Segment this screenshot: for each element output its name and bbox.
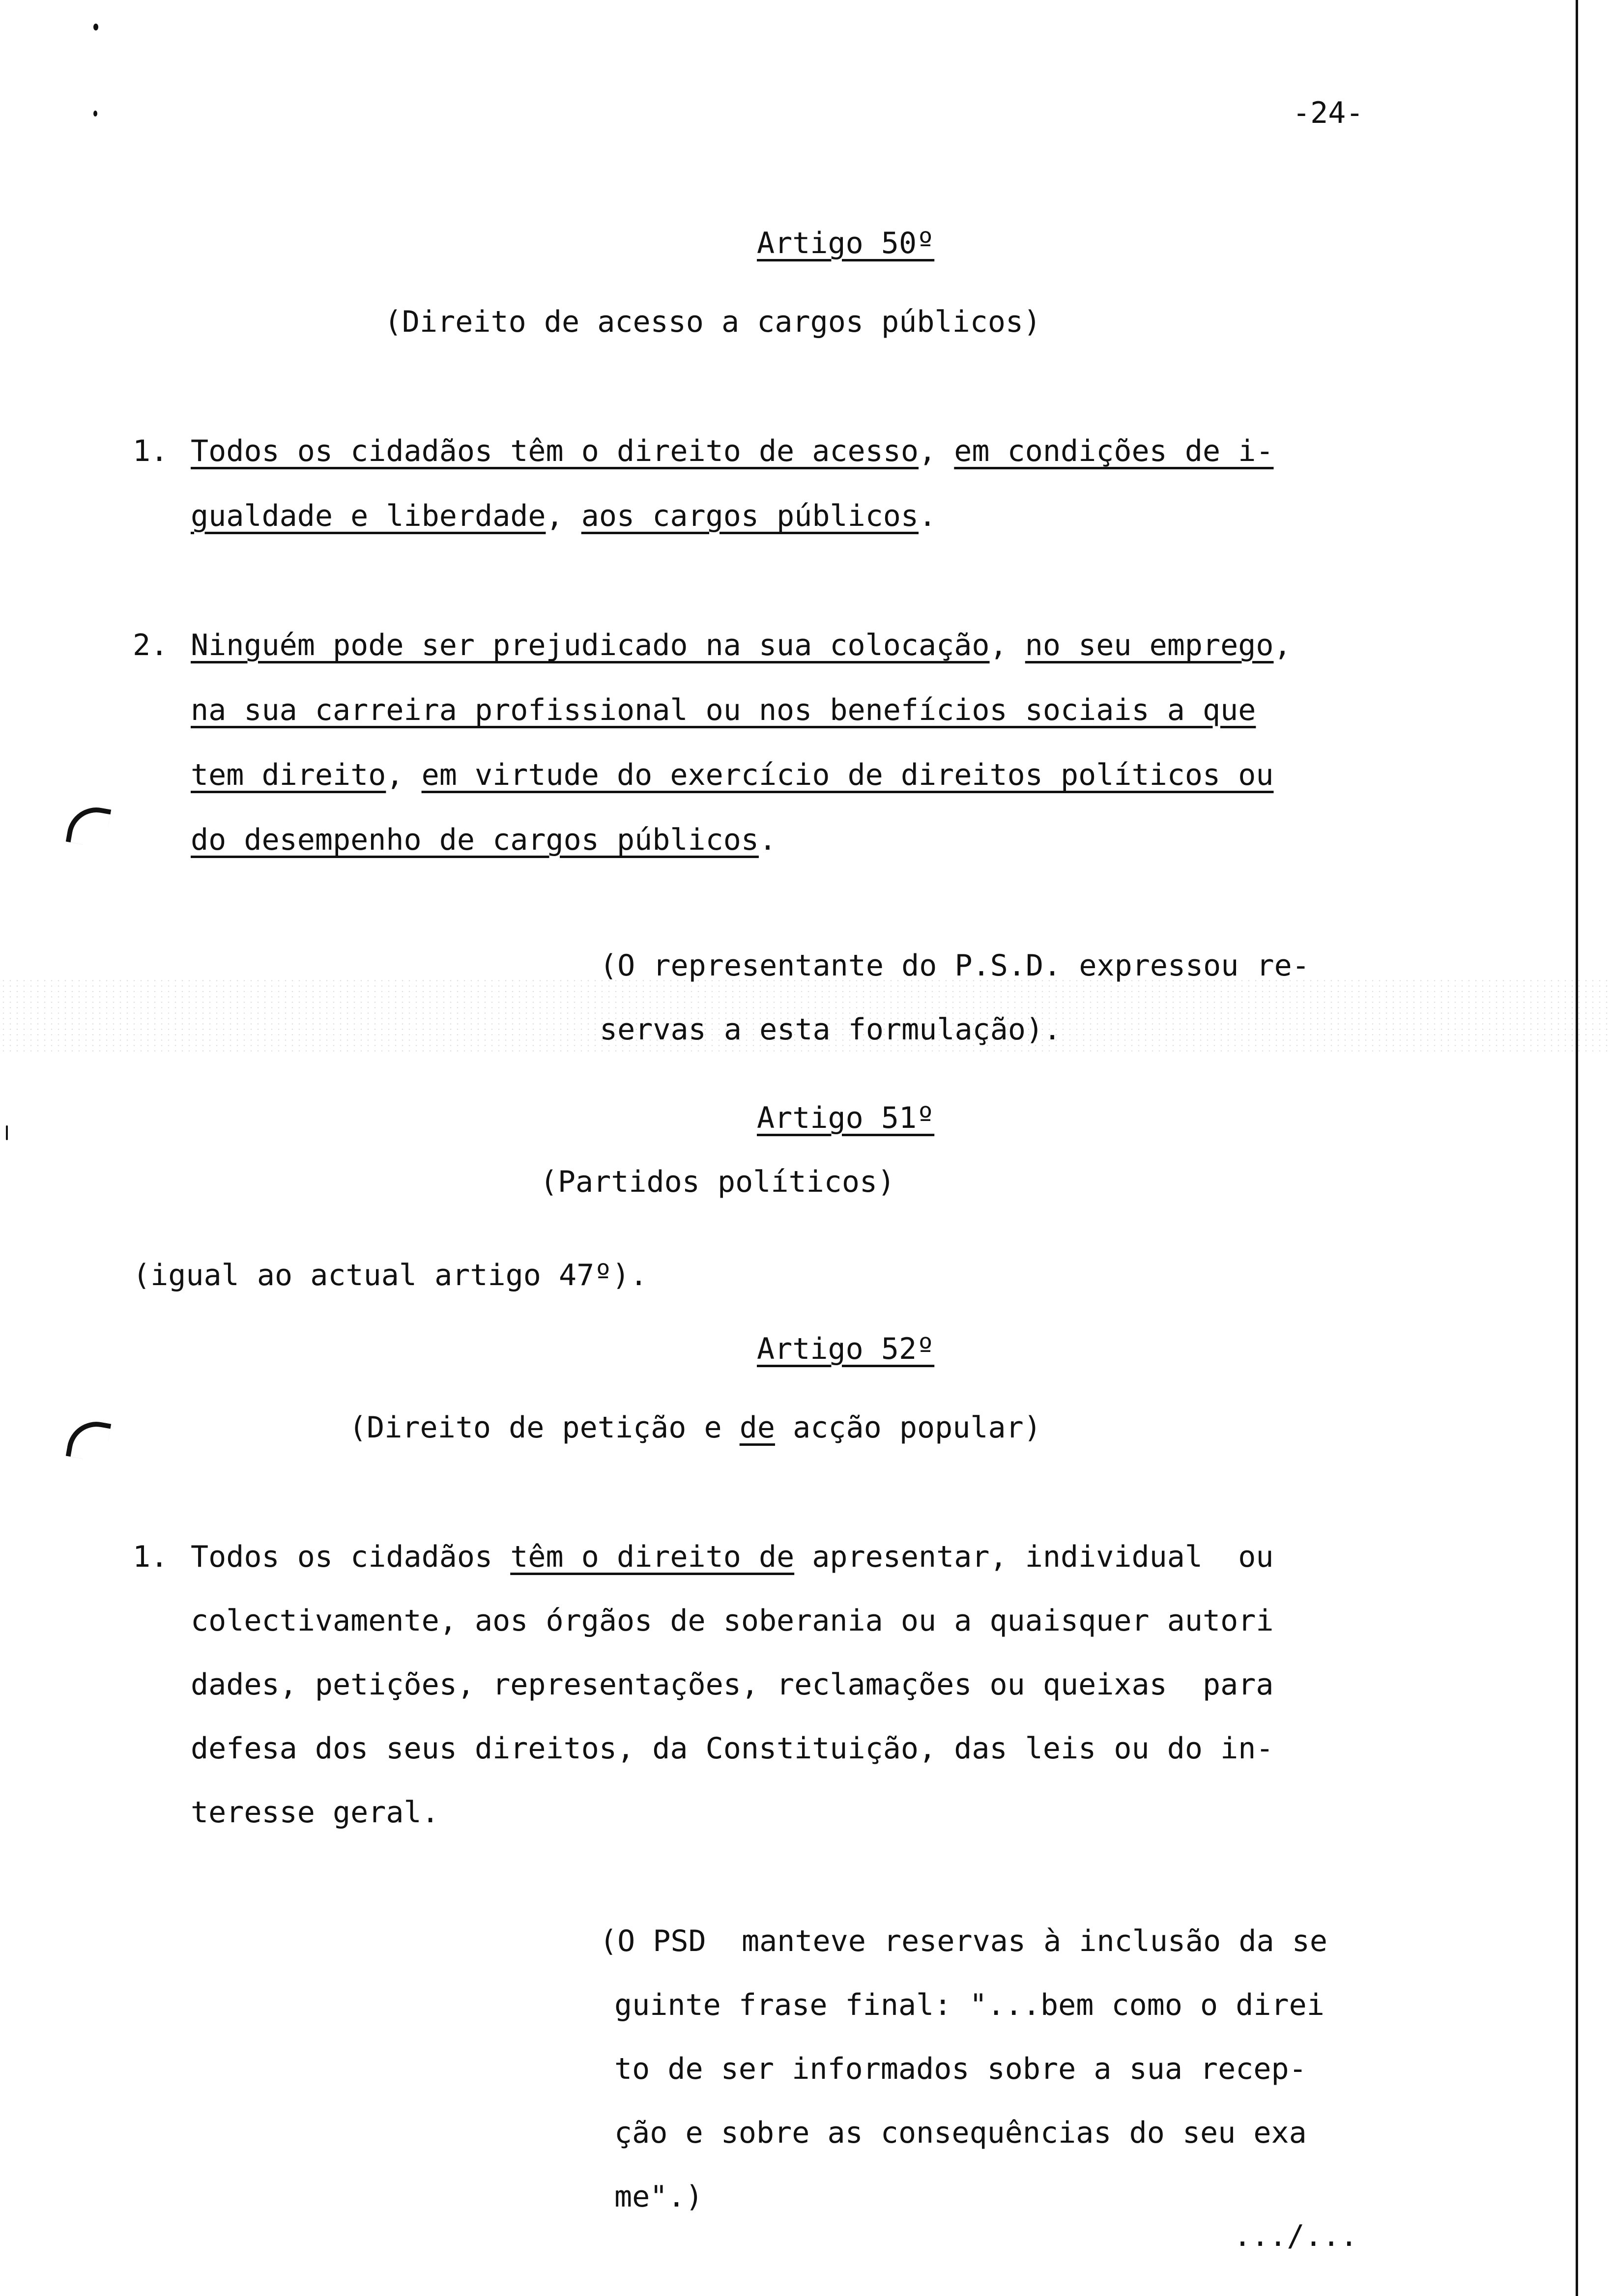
item-line <box>191 501 936 531</box>
note-line: to de ser informados sobre a sua recep- <box>614 2052 1307 2086</box>
scan-speck <box>93 24 98 30</box>
text: . <box>758 823 777 857</box>
scan-speck <box>93 111 97 116</box>
underlined-text: tem direito <box>191 758 386 792</box>
article-51-subtitle: (Partidos políticos) <box>540 1165 895 1199</box>
item-line <box>191 628 1292 662</box>
item-line <box>191 825 777 855</box>
item-line: defesa dos seus direitos, da Constituição, das leis ou do in- <box>191 1731 1274 1766</box>
text: apresentar, individual ou <box>794 1540 1274 1574</box>
underlined-text: no seu emprego <box>1025 628 1274 662</box>
underlined-text: na sua carreira profissional ou nos benefícios sociais a que <box>191 693 1256 727</box>
item-line <box>191 1542 1274 1572</box>
page-number: -24- <box>1293 96 1364 130</box>
note-line: me".) <box>614 2180 703 2214</box>
article-50-subtitle: (Direito de acesso a cargos públicos) <box>384 305 1041 339</box>
note-line: guinte frase final: "...bem como o direi <box>614 1988 1324 2022</box>
article-50-note-line: servas a esta formulação). <box>600 1012 1062 1047</box>
underlined-text: têm o direito de <box>510 1540 795 1574</box>
text: . <box>919 499 937 533</box>
text: (Direito de petição e <box>349 1410 740 1445</box>
margin-bracket-mark <box>66 1417 112 1463</box>
underlined-text: gualdade e liberdade <box>191 499 546 533</box>
item-number: 1. <box>133 434 169 468</box>
text: , <box>386 758 422 792</box>
underlined-text: em virtude do exercício de direitos políticos ou <box>421 758 1274 792</box>
note-line: ção e sobre as consequências do seu exa <box>614 2116 1307 2150</box>
article-51-heading: Artigo 51º <box>757 1101 935 1135</box>
underlined-text: de <box>739 1410 775 1445</box>
article-50-note-line: (O representante do P.S.D. expressou re- <box>600 948 1310 983</box>
item-line <box>191 695 1256 725</box>
margin-bracket-mark <box>66 803 112 849</box>
text: acção popular) <box>775 1410 1041 1445</box>
article-51-text: (igual ao actual artigo 47º). <box>133 1258 648 1292</box>
scan-speck <box>6 1125 8 1140</box>
note-line: (O PSD manteve reservas à inclusão da se <box>600 1924 1328 1958</box>
item-line: teresse geral. <box>191 1795 439 1830</box>
article-50-heading: Artigo 50º <box>757 226 935 260</box>
continuation-mark: .../... <box>1234 2219 1358 2253</box>
text: , <box>546 499 581 533</box>
article-52-heading: Artigo 52º <box>757 1332 935 1366</box>
underlined-text: em condições de i- <box>954 434 1274 468</box>
underlined-text: do desempenho de cargos públicos <box>191 823 759 857</box>
item-line: dades, petições, representações, reclamações ou queixas para <box>191 1667 1274 1702</box>
text: Todos os cidadãos <box>191 1540 511 1574</box>
underlined-text: Ninguém pode ser prejudicado na sua colocação <box>191 628 990 662</box>
article-52-subtitle <box>349 1410 1041 1445</box>
item-number: 1. <box>133 1540 169 1574</box>
item-line <box>191 436 1274 466</box>
item-number: 2. <box>133 628 169 662</box>
underlined-text: Todos os cidadãos têm o direito de acesso <box>191 434 919 468</box>
text: , <box>919 434 954 468</box>
item-line: colectivamente, aos órgãos de soberania ou a quaisquer autori <box>191 1604 1274 1638</box>
right-edge-rule <box>1576 0 1578 2296</box>
item-line <box>191 760 1274 790</box>
text: , <box>989 628 1025 662</box>
text: , <box>1273 628 1292 662</box>
underlined-text: aos cargos públicos <box>581 499 919 533</box>
